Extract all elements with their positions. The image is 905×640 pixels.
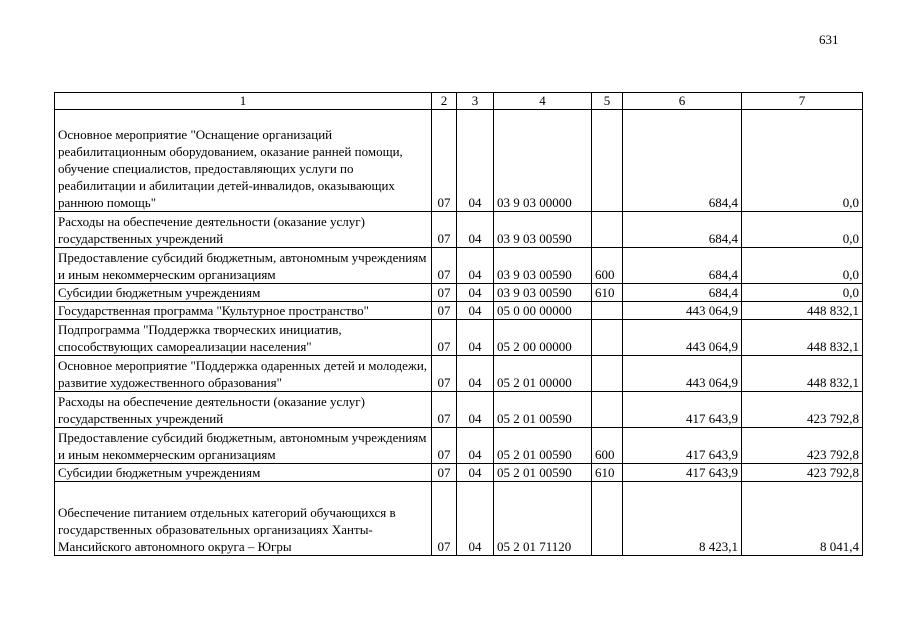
value-col7-cell: 423 792,8 — [742, 392, 863, 428]
value-col6-cell: 684,4 — [623, 284, 742, 302]
section-cell: 07 — [432, 212, 457, 248]
section-cell: 07 — [432, 320, 457, 356]
value-col6-cell: 417 643,9 — [623, 464, 742, 482]
section-cell: 07 — [432, 110, 457, 212]
subsection-cell: 04 — [457, 392, 494, 428]
value-col7-cell: 448 832,1 — [742, 356, 863, 392]
row-name-cell: Основное мероприятие "Поддержка одаренных детей и молодежи, развитие художественного образования" — [55, 356, 432, 392]
row-name-cell: Предоставление субсидий бюджетным, автономным учреждениям и иным некоммерческим организациям — [55, 428, 432, 464]
row-name-cell: Расходы на обеспечение деятельности (оказание услуг) государственных учреждений — [55, 392, 432, 428]
header-cell: 4 — [494, 93, 592, 110]
value-col7-cell: 448 832,1 — [742, 302, 863, 320]
table-row — [55, 392, 863, 428]
row-name-cell: Основное мероприятие "Оснащение организаций реабилитационным оборудованием, оказание ранней помощи, обучение специалистов, предоставляющих услуги по реабилитации и абилитации детей-инвалидов, оказывающих раннюю помощь" — [55, 110, 432, 212]
subsection-cell: 04 — [457, 320, 494, 356]
subsection-cell: 04 — [457, 110, 494, 212]
value-col7-cell: 0,0 — [742, 212, 863, 248]
expense-type-cell — [592, 392, 623, 428]
row-name-cell: Обеспечение питанием отдельных категорий обучающихся в государственных образовательных организациях Ханты-Мансийского автономного округа – Югры — [55, 482, 432, 556]
header-cell: 2 — [432, 93, 457, 110]
table-body — [55, 93, 863, 556]
subsection-cell: 04 — [457, 464, 494, 482]
table-row — [55, 212, 863, 248]
target-article-cell: 05 2 01 00590 — [494, 392, 592, 428]
value-col7-cell: 423 792,8 — [742, 464, 863, 482]
value-col6-cell: 684,4 — [623, 110, 742, 212]
expense-type-cell: 610 — [592, 284, 623, 302]
header-cell: 5 — [592, 93, 623, 110]
value-col6-cell: 8 423,1 — [623, 482, 742, 556]
section-cell: 07 — [432, 464, 457, 482]
table-row — [55, 320, 863, 356]
section-cell: 07 — [432, 248, 457, 284]
target-article-cell: 05 2 01 00590 — [494, 464, 592, 482]
target-article-cell: 05 2 00 00000 — [494, 320, 592, 356]
table-row — [55, 110, 863, 212]
row-name-cell: Предоставление субсидий бюджетным, автономным учреждениям и иным некоммерческим организациям — [55, 248, 432, 284]
table-row — [55, 482, 863, 556]
expense-type-cell — [592, 110, 623, 212]
expense-type-cell — [592, 356, 623, 392]
row-name-cell: Государственная программа "Культурное пространство" — [55, 302, 432, 320]
table-row — [55, 284, 863, 302]
section-cell: 07 — [432, 356, 457, 392]
page-number: 631 — [819, 32, 839, 47]
subsection-cell: 04 — [457, 482, 494, 556]
table-row — [55, 464, 863, 482]
target-article-cell: 05 2 01 00000 — [494, 356, 592, 392]
table-header-row — [55, 93, 863, 110]
target-article-cell: 03 9 03 00590 — [494, 284, 592, 302]
row-name-cell: Расходы на обеспечение деятельности (оказание услуг) государственных учреждений — [55, 212, 432, 248]
target-article-cell: 05 2 01 00590 — [494, 428, 592, 464]
expense-type-cell — [592, 482, 623, 556]
subsection-cell: 04 — [457, 248, 494, 284]
value-col6-cell: 684,4 — [623, 248, 742, 284]
table-row — [55, 428, 863, 464]
section-cell: 07 — [432, 284, 457, 302]
subsection-cell: 04 — [457, 428, 494, 464]
table-row — [55, 356, 863, 392]
header-cell: 3 — [457, 93, 494, 110]
row-name-cell: Субсидии бюджетным учреждениям — [55, 464, 432, 482]
value-col6-cell: 443 064,9 — [623, 302, 742, 320]
value-col6-cell: 443 064,9 — [623, 320, 742, 356]
expense-type-cell — [592, 212, 623, 248]
target-article-cell: 03 9 03 00590 — [494, 248, 592, 284]
value-col6-cell: 684,4 — [623, 212, 742, 248]
table-row — [55, 248, 863, 284]
value-col7-cell: 0,0 — [742, 248, 863, 284]
table-row — [55, 302, 863, 320]
value-col6-cell: 417 643,9 — [623, 428, 742, 464]
value-col7-cell: 0,0 — [742, 284, 863, 302]
header-cell: 6 — [623, 93, 742, 110]
expense-type-cell: 600 — [592, 248, 623, 284]
budget-table — [54, 92, 863, 556]
section-cell: 07 — [432, 392, 457, 428]
subsection-cell: 04 — [457, 212, 494, 248]
header-cell: 7 — [742, 93, 863, 110]
target-article-cell: 05 2 01 71120 — [494, 482, 592, 556]
value-col6-cell: 417 643,9 — [623, 392, 742, 428]
subsection-cell: 04 — [457, 356, 494, 392]
expense-type-cell: 600 — [592, 428, 623, 464]
target-article-cell: 03 9 03 00590 — [494, 212, 592, 248]
value-col7-cell: 0,0 — [742, 110, 863, 212]
value-col6-cell: 443 064,9 — [623, 356, 742, 392]
expense-type-cell — [592, 320, 623, 356]
header-cell: 1 — [55, 93, 432, 110]
section-cell: 07 — [432, 302, 457, 320]
expense-type-cell — [592, 302, 623, 320]
expense-type-cell: 610 — [592, 464, 623, 482]
section-cell: 07 — [432, 482, 457, 556]
subsection-cell: 04 — [457, 302, 494, 320]
value-col7-cell: 448 832,1 — [742, 320, 863, 356]
value-col7-cell: 8 041,4 — [742, 482, 863, 556]
row-name-cell: Подпрограмма "Поддержка творческих инициатив, способствующих самореализации населения" — [55, 320, 432, 356]
section-cell: 07 — [432, 428, 457, 464]
target-article-cell: 03 9 03 00000 — [494, 110, 592, 212]
row-name-cell: Субсидии бюджетным учреждениям — [55, 284, 432, 302]
value-col7-cell: 423 792,8 — [742, 428, 863, 464]
subsection-cell: 04 — [457, 284, 494, 302]
target-article-cell: 05 0 00 00000 — [494, 302, 592, 320]
